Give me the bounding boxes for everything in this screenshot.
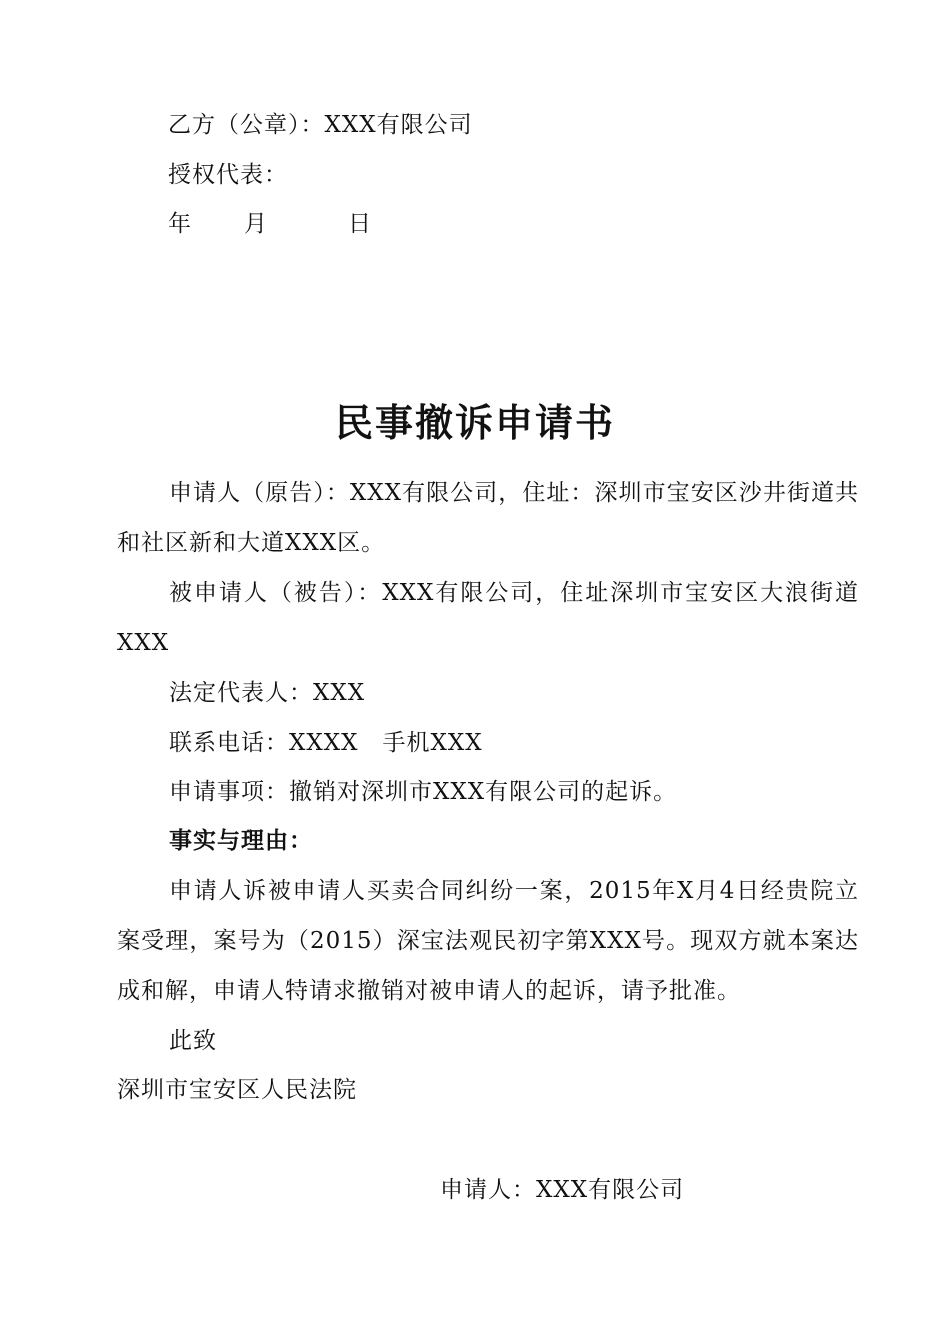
document-title: 民事撤诉申请书 <box>334 401 615 445</box>
contact-paragraph: 联系电话：XXXX 手机XXX <box>169 730 483 756</box>
party-b-seal-line: 乙方（公章）：XXX有限公司 <box>168 112 473 138</box>
respondent-paragraph: 被申请人（被告）：XXX有限公司，住址深圳市宝安区大浪街道XXX <box>117 580 859 656</box>
closing-paragraph: 此致 <box>169 1028 217 1054</box>
facts-heading: 事实与理由： <box>169 828 313 854</box>
court-name: 深圳市宝安区人民法院 <box>117 1077 357 1103</box>
date-year: 年 <box>168 211 192 237</box>
date-month: 月 <box>244 211 268 237</box>
signature-line: 申请人：XXX有限公司 <box>440 1177 685 1203</box>
date-day: 日 <box>348 211 372 237</box>
applicant-paragraph: 申请人（原告）：XXX有限公司，住址：深圳市宝安区沙井街道共和社区新和大道XXX区。 <box>117 480 859 556</box>
authorized-rep-line: 授权代表： <box>168 162 288 188</box>
request-paragraph: 申请事项：撤销对深圳市XXX有限公司的起诉。 <box>169 779 678 805</box>
facts-paragraph: 申请人诉被申请人买卖合同纠纷一案，2015年X月4日经贵院立案受理，案号为（2015）深宝法观民初字第XXX号。现双方就本案达成和解，申请人特请求撤销对被申请人的起诉，请予批准。 <box>117 878 859 1004</box>
legal-rep-paragraph: 法定代表人：XXX <box>169 680 366 706</box>
date-line <box>168 209 372 239</box>
